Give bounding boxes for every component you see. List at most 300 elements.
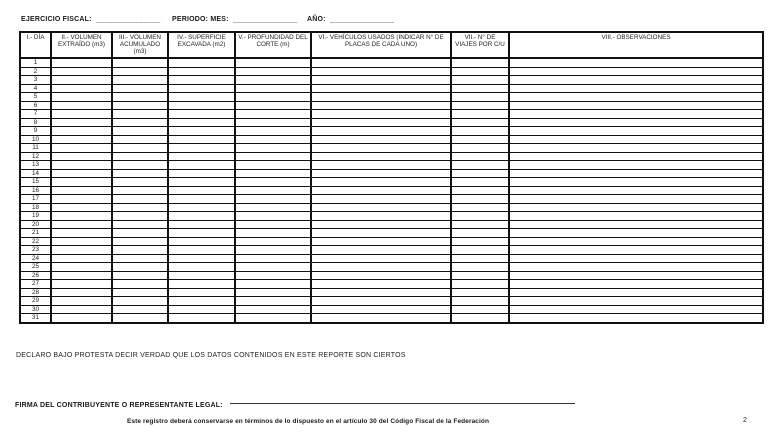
table-row [20,169,763,178]
empty-entry-cell [235,212,311,221]
empty-entry-cell [451,110,509,119]
empty-entry-cell [451,314,509,323]
table-row [20,288,763,297]
table-row [20,127,763,136]
empty-entry-cell [235,135,311,144]
empty-entry-cell [168,110,235,119]
empty-entry-cell [51,152,112,161]
table-row [20,246,763,255]
empty-entry-cell [509,246,763,255]
empty-entry-cell [51,305,112,314]
column-header-profundidad-corte: V.- PROFUNDIDAD DEL CORTE (m) [235,32,311,58]
table-row [20,58,763,67]
empty-entry-cell [235,118,311,127]
empty-entry-cell [112,144,168,153]
declaration-statement: DECLARO BAJO PROTESTA DECIR VERDAD QUE LOS DATOS CONTENIDOS EN ESTE REPORTE SON CIERTOS [16,352,406,359]
empty-entry-cell [311,263,451,272]
empty-entry-cell [112,110,168,119]
empty-entry-cell [51,288,112,297]
empty-entry-cell [311,118,451,127]
empty-entry-cell [112,135,168,144]
empty-entry-cell [168,178,235,187]
empty-entry-cell [235,297,311,306]
empty-entry-cell [235,288,311,297]
empty-entry-cell [168,237,235,246]
empty-entry-cell [311,280,451,289]
empty-entry-cell [451,58,509,67]
empty-entry-cell [451,186,509,195]
empty-entry-cell [235,178,311,187]
daily-record-table [19,31,764,324]
empty-entry-cell [509,203,763,212]
empty-entry-cell [51,76,112,85]
empty-entry-cell [451,178,509,187]
day-number-cell: 9 [20,127,51,136]
empty-entry-cell [112,58,168,67]
day-number-cell: 28 [20,288,51,297]
table-row [20,254,763,263]
column-header-viajes: VII.- N° DE VIAJES POR C/U [451,32,509,58]
empty-entry-cell [235,67,311,76]
daily-record-table-wrap [19,31,764,324]
day-number-cell: 17 [20,195,51,204]
table-body [20,58,763,323]
empty-entry-cell [509,271,763,280]
empty-entry-cell [51,280,112,289]
empty-entry-cell [112,76,168,85]
empty-entry-cell [451,280,509,289]
empty-entry-cell [51,161,112,170]
table-row [20,271,763,280]
empty-entry-cell [112,169,168,178]
empty-entry-cell [311,195,451,204]
footer-retention-note: Este registro deberá conservarse en términos de lo dispuesto en el artículo 30 del Código Fiscal de la Federación [127,418,490,425]
empty-entry-cell [509,178,763,187]
empty-entry-cell [51,297,112,306]
empty-entry-cell [112,288,168,297]
periodo-mes-blank: _______________ [233,16,298,23]
empty-entry-cell [168,263,235,272]
empty-entry-cell [51,101,112,110]
empty-entry-cell [311,212,451,221]
empty-entry-cell [451,203,509,212]
empty-entry-cell [168,169,235,178]
empty-entry-cell [51,135,112,144]
empty-entry-cell [235,101,311,110]
empty-entry-cell [509,161,763,170]
empty-entry-cell [311,127,451,136]
empty-entry-cell [235,271,311,280]
empty-entry-cell [112,195,168,204]
empty-entry-cell [509,220,763,229]
empty-entry-cell [311,305,451,314]
column-header-observaciones: VIII.- OBSERVACIONES [509,32,763,58]
empty-entry-cell [451,195,509,204]
ejercicio-fiscal-blank: _______________ [96,16,161,23]
empty-entry-cell [451,161,509,170]
empty-entry-cell [235,169,311,178]
empty-entry-cell [112,229,168,238]
day-number-cell: 19 [20,212,51,221]
empty-entry-cell [311,110,451,119]
column-header-superficie-excavada: IV.- SUPERFICIE EXCAVADA (m2) [168,32,235,58]
empty-entry-cell [311,178,451,187]
empty-entry-cell [112,101,168,110]
empty-entry-cell [509,280,763,289]
empty-entry-cell [311,101,451,110]
empty-entry-cell [509,169,763,178]
empty-entry-cell [311,84,451,93]
empty-entry-cell [235,203,311,212]
day-number-cell: 5 [20,93,51,102]
empty-entry-cell [235,84,311,93]
column-header-volumen-extraido: II.- VOLUMEN EXTRAÍDO (m3) [51,32,112,58]
empty-entry-cell [451,144,509,153]
empty-entry-cell [509,144,763,153]
empty-entry-cell [168,93,235,102]
empty-entry-cell [235,305,311,314]
field-ano [307,8,395,26]
empty-entry-cell [168,101,235,110]
empty-entry-cell [509,118,763,127]
empty-entry-cell [51,186,112,195]
empty-entry-cell [235,237,311,246]
day-number-cell: 2 [20,67,51,76]
empty-entry-cell [235,254,311,263]
day-number-cell: 11 [20,144,51,153]
empty-entry-cell [51,84,112,93]
empty-entry-cell [168,186,235,195]
empty-entry-cell [451,67,509,76]
empty-entry-cell [168,84,235,93]
ejercicio-fiscal-label: EJERCICIO FISCAL: [21,16,92,23]
empty-entry-cell [451,127,509,136]
signature-line [230,403,575,404]
empty-entry-cell [51,118,112,127]
empty-entry-cell [168,246,235,255]
empty-entry-cell [509,297,763,306]
empty-entry-cell [311,161,451,170]
empty-entry-cell [51,93,112,102]
day-number-cell: 29 [20,297,51,306]
empty-entry-cell [51,229,112,238]
empty-entry-cell [168,280,235,289]
empty-entry-cell [112,178,168,187]
empty-entry-cell [451,305,509,314]
empty-entry-cell [509,101,763,110]
empty-entry-cell [112,203,168,212]
empty-entry-cell [509,135,763,144]
empty-entry-cell [311,246,451,255]
empty-entry-cell [112,118,168,127]
day-number-cell: 1 [20,58,51,67]
table-row [20,220,763,229]
empty-entry-cell [112,271,168,280]
column-header-vehiculos-usados: VI.- VEHÍCULOS USADOS (INDICAR N° DE PLACAS DE CADA UNO) [311,32,451,58]
empty-entry-cell [311,152,451,161]
empty-entry-cell [112,305,168,314]
empty-entry-cell [235,186,311,195]
day-number-cell: 12 [20,152,51,161]
empty-entry-cell [509,76,763,85]
empty-entry-cell [311,220,451,229]
empty-entry-cell [168,254,235,263]
empty-entry-cell [509,212,763,221]
empty-entry-cell [168,135,235,144]
empty-entry-cell [311,203,451,212]
day-number-cell: 24 [20,254,51,263]
empty-entry-cell [168,144,235,153]
empty-entry-cell [311,58,451,67]
table-row [20,305,763,314]
day-number-cell: 31 [20,314,51,323]
empty-entry-cell [51,169,112,178]
empty-entry-cell [451,246,509,255]
empty-entry-cell [51,263,112,272]
empty-entry-cell [112,314,168,323]
empty-entry-cell [311,314,451,323]
table-header-row [20,32,763,58]
table-row [20,144,763,153]
empty-entry-cell [168,271,235,280]
empty-entry-cell [51,178,112,187]
day-number-cell: 3 [20,76,51,85]
empty-entry-cell [112,297,168,306]
empty-entry-cell [451,84,509,93]
empty-entry-cell [509,237,763,246]
empty-entry-cell [235,76,311,85]
empty-entry-cell [235,144,311,153]
empty-entry-cell [235,246,311,255]
ano-blank: _______________ [330,16,395,23]
day-number-cell: 4 [20,84,51,93]
table-row [20,76,763,85]
signature-field [15,394,223,412]
day-number-cell: 27 [20,280,51,289]
empty-entry-cell [235,161,311,170]
empty-entry-cell [168,67,235,76]
empty-entry-cell [168,297,235,306]
empty-entry-cell [168,220,235,229]
empty-entry-cell [51,127,112,136]
day-number-cell: 7 [20,110,51,119]
empty-entry-cell [112,246,168,255]
empty-entry-cell [51,195,112,204]
empty-entry-cell [311,186,451,195]
empty-entry-cell [311,297,451,306]
empty-entry-cell [311,76,451,85]
empty-entry-cell [509,152,763,161]
empty-entry-cell [509,67,763,76]
empty-entry-cell [51,203,112,212]
empty-entry-cell [112,237,168,246]
empty-entry-cell [509,288,763,297]
day-number-cell: 26 [20,271,51,280]
empty-entry-cell [112,186,168,195]
day-number-cell: 15 [20,178,51,187]
empty-entry-cell [311,93,451,102]
table-row [20,297,763,306]
table-row [20,118,763,127]
table-row [20,314,763,323]
empty-entry-cell [235,127,311,136]
day-number-cell: 13 [20,161,51,170]
empty-entry-cell [168,58,235,67]
empty-entry-cell [51,246,112,255]
empty-entry-cell [451,220,509,229]
empty-entry-cell [112,220,168,229]
empty-entry-cell [509,254,763,263]
empty-entry-cell [168,152,235,161]
empty-entry-cell [112,152,168,161]
day-number-cell: 21 [20,229,51,238]
day-number-cell: 22 [20,237,51,246]
day-number-cell: 23 [20,246,51,255]
page-number: 2 [743,417,747,424]
empty-entry-cell [451,229,509,238]
table-row [20,263,763,272]
empty-entry-cell [451,297,509,306]
empty-entry-cell [168,161,235,170]
periodo-mes-label: PERIODO: MES: [172,16,229,23]
table-row [20,110,763,119]
empty-entry-cell [311,237,451,246]
empty-entry-cell [451,135,509,144]
day-number-cell: 18 [20,203,51,212]
table-row [20,186,763,195]
day-number-cell: 6 [20,101,51,110]
empty-entry-cell [509,93,763,102]
table-row [20,212,763,221]
empty-entry-cell [509,110,763,119]
empty-entry-cell [112,280,168,289]
empty-entry-cell [311,169,451,178]
empty-entry-cell [451,263,509,272]
day-number-cell: 25 [20,263,51,272]
table-row [20,152,763,161]
day-number-cell: 30 [20,305,51,314]
empty-entry-cell [451,76,509,85]
empty-entry-cell [311,144,451,153]
day-number-cell: 16 [20,186,51,195]
empty-entry-cell [168,288,235,297]
empty-entry-cell [311,229,451,238]
table-row [20,178,763,187]
field-periodo-mes [172,8,298,26]
empty-entry-cell [112,161,168,170]
empty-entry-cell [509,186,763,195]
table-row [20,161,763,170]
empty-entry-cell [235,195,311,204]
table-row [20,203,763,212]
empty-entry-cell [311,271,451,280]
empty-entry-cell [112,263,168,272]
table-row [20,237,763,246]
empty-entry-cell [51,254,112,263]
empty-entry-cell [112,212,168,221]
empty-entry-cell [112,93,168,102]
empty-entry-cell [235,280,311,289]
day-number-cell: 8 [20,118,51,127]
empty-entry-cell [168,195,235,204]
empty-entry-cell [168,76,235,85]
table-row [20,229,763,238]
empty-entry-cell [235,110,311,119]
empty-entry-cell [168,314,235,323]
empty-entry-cell [168,203,235,212]
empty-entry-cell [51,237,112,246]
empty-entry-cell [51,58,112,67]
empty-entry-cell [451,237,509,246]
empty-entry-cell [451,271,509,280]
empty-entry-cell [235,93,311,102]
day-number-cell: 20 [20,220,51,229]
empty-entry-cell [51,144,112,153]
empty-entry-cell [509,195,763,204]
empty-entry-cell [451,288,509,297]
empty-entry-cell [235,220,311,229]
empty-entry-cell [168,212,235,221]
empty-entry-cell [168,127,235,136]
empty-entry-cell [451,169,509,178]
empty-entry-cell [451,101,509,110]
empty-entry-cell [451,254,509,263]
empty-entry-cell [451,152,509,161]
empty-entry-cell [509,127,763,136]
empty-entry-cell [451,118,509,127]
empty-entry-cell [311,254,451,263]
table-row [20,67,763,76]
empty-entry-cell [235,229,311,238]
empty-entry-cell [235,152,311,161]
empty-entry-cell [168,305,235,314]
day-number-cell: 14 [20,169,51,178]
signature-label: FIRMA DEL CONTRIBUYENTE O REPRESENTANTE LEGAL: [15,402,223,409]
empty-entry-cell [451,93,509,102]
empty-entry-cell [509,84,763,93]
empty-entry-cell [235,314,311,323]
empty-entry-cell [311,288,451,297]
empty-entry-cell [311,67,451,76]
empty-entry-cell [51,212,112,221]
empty-entry-cell [51,271,112,280]
empty-entry-cell [168,229,235,238]
empty-entry-cell [235,263,311,272]
empty-entry-cell [112,84,168,93]
empty-entry-cell [112,67,168,76]
empty-entry-cell [112,127,168,136]
table-row [20,93,763,102]
day-number-cell: 10 [20,135,51,144]
empty-entry-cell [112,254,168,263]
table-row [20,135,763,144]
field-ejercicio-fiscal [21,8,161,26]
empty-entry-cell [509,305,763,314]
empty-entry-cell [51,110,112,119]
column-header-volumen-acumulado: III.- VOLUMEN ACUMULADO (m3) [112,32,168,58]
table-row [20,195,763,204]
empty-entry-cell [51,220,112,229]
ano-label: AÑO: [307,16,326,23]
column-header-dia: I.- DÍA [20,32,51,58]
empty-entry-cell [509,58,763,67]
empty-entry-cell [51,314,112,323]
empty-entry-cell [168,118,235,127]
table-row [20,101,763,110]
empty-entry-cell [235,58,311,67]
empty-entry-cell [509,229,763,238]
table-row [20,84,763,93]
